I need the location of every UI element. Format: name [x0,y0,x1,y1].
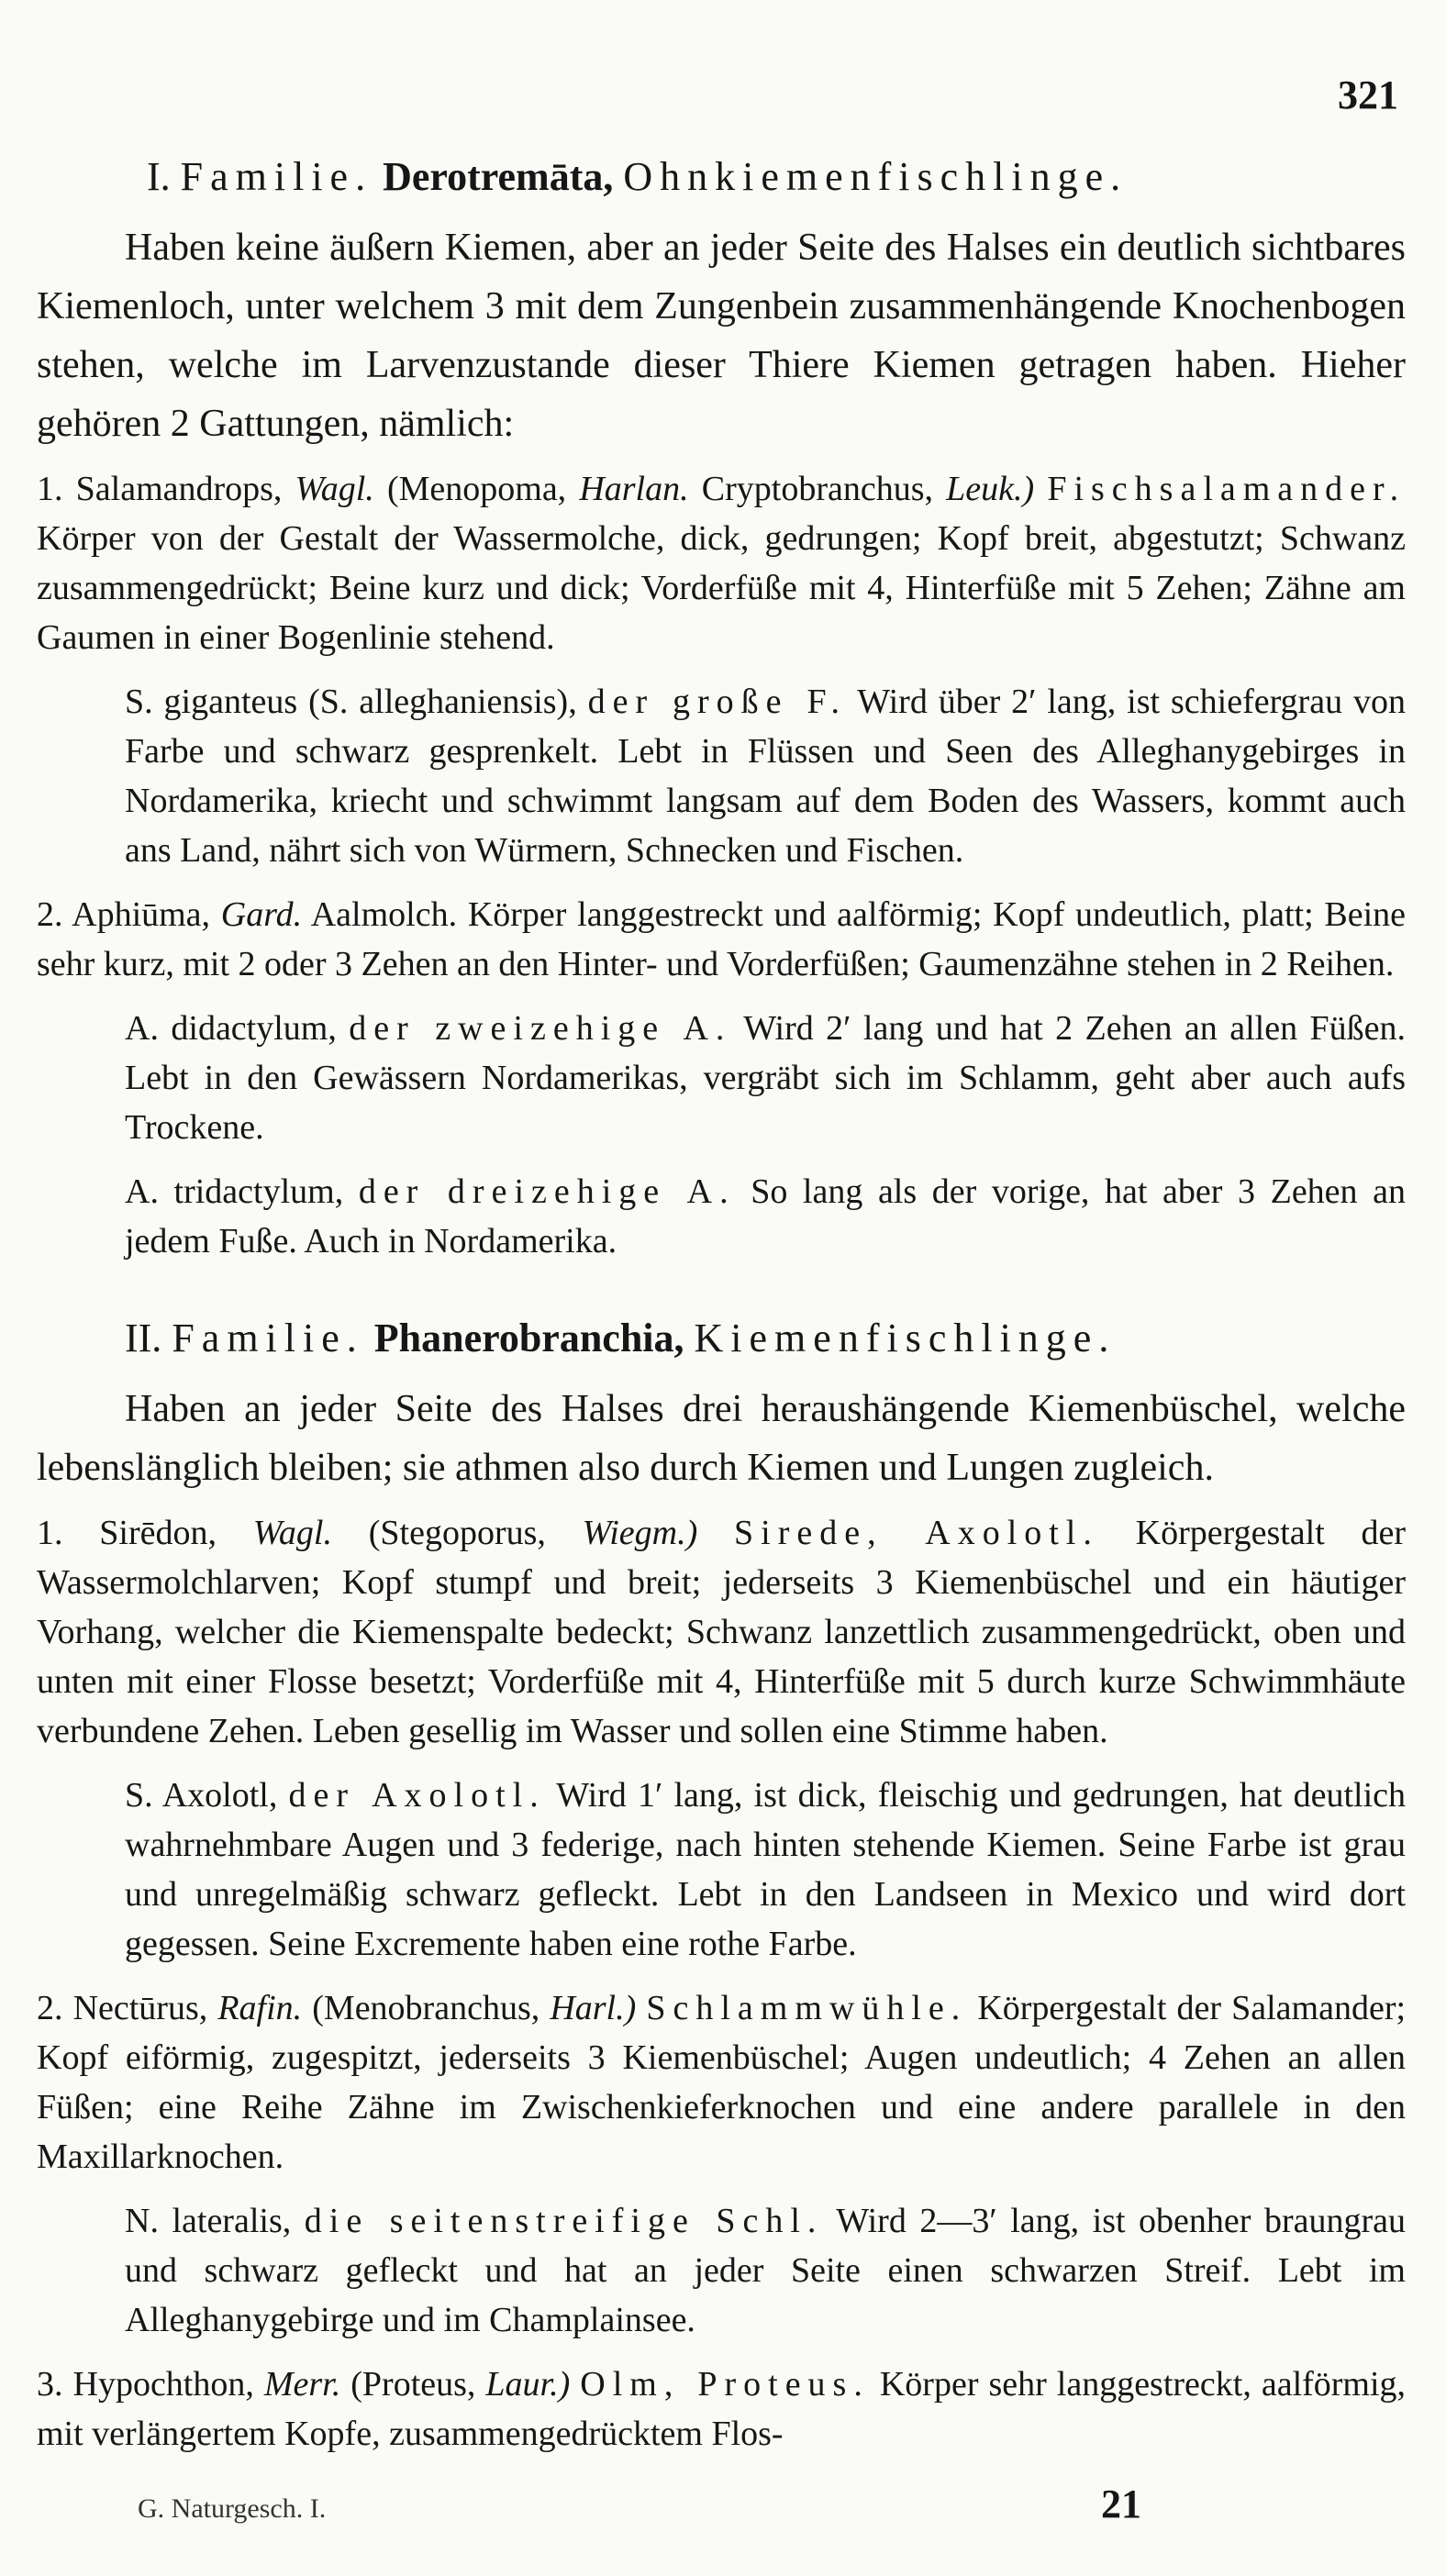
genus-number: 1. [37,1514,63,1552]
family-latin-name: Derotremāta, [383,154,614,199]
family-intro: Haben an jeder Seite des Halses drei heraushängende Kiemenbüschel, welche lebenslänglich bleiben; sie athmen also durch Kiemen und Lungen zugleich. [37,1388,1406,1489]
genus-synonym-author: Wiegm.) [582,1514,698,1552]
family-number: I. [147,154,171,199]
genus-entry [37,464,1406,662]
family-label: Familie. [180,154,373,199]
family-heading [37,147,1406,207]
species-name: A. didactylum, [125,1009,337,1048]
species-name: S. Axolotl, [125,1776,278,1815]
genus-description: Körpergestalt der Salamander; Kopf eiförmig, zugespitzt, jederseits 3 Kiemenbüschel; Augen undeutlich; 4 Zehen an allen Füßen; eine Reihe Zähne im Zwischenkieferknochen und eine andere parallele in den Maxillarknochen. [37,1989,1407,2176]
genus-synonym: (Menobranchus, [312,1989,540,2027]
genus-name: Salamandrops, [75,470,283,508]
species-description: Wird über 2′ lang, ist schiefergrau von Farbe und schwarz gesprenkelt. Lebt in Flüssen und Seen des Alleghanygebirges in Nordamerika, kriecht und schwimmt langsam auf dem Boden des Wassers, kommt auch ans Land, nährt sich von Würmern, Schnecken und Fischen. [125,683,1406,870]
genus-synonym: (Stegoporus, [368,1514,546,1552]
genus-author: Wagl. [252,1514,332,1552]
species-description: So lang als der vorige, hat aber 3 Zehen an jedem Fuße. Auch in Nordamerika. [125,1172,1407,1260]
genus-number: 2. [37,1989,63,2027]
genus-name: Sirēdon, [99,1514,217,1552]
family-latin-name: Phanerobranchia, [373,1316,684,1360]
genus-synonym-2: Cryptobranchus, [701,470,933,508]
species-description: Wird 2—3′ lang, ist obenher braungrau und schwarz gefleckt und hat an jeder Seite einen schwarzen Streif. Lebt im Alleghanygebirge und im Champlainsee. [125,2202,1407,2339]
species-entry [125,1167,1406,1266]
genus-synonym-author: Harl.) [550,1989,637,2027]
genus-entry [37,1983,1406,2182]
genus-description: Körper von der Gestalt der Wassermolche, dick, gedrungen; Kopf breit, abgestutzt; Schwanz zusammengedrückt; Beine kurz und dick; Vorderfüße mit 4, Hinterfüße mit 5 Zehen; Zähne am Gaumen in einer Bogenlinie stehend. [37,519,1406,657]
genus-author: Wagl. [295,470,374,508]
genus-description: Körpergestalt der Wassermolchlarven; Kopf stumpf und breit; jederseits 3 Kiemenbüschel und ein häutiger Vorhang, welcher die Kiemenspalte bedeckt; Schwanz lanzettlich zusammengedrückt, oben und unten mit einer Flosse besetzt; Vorderfüße mit 4, Hinterfüße mit 5 durch kurze Schwimmhäute verbundene Zehen. Leben gesellig im Wasser und sollen eine Stimme haben. [37,1514,1407,1750]
species-name: A. tridactylum, [125,1172,344,1211]
genus-entry [37,2359,1406,2459]
genus-number: 3. [37,2365,63,2404]
family-number: II. [125,1316,162,1360]
family-german-name: Ohnkiemenfischlinge. [623,154,1129,199]
genus-name: Nectūrus, [72,1989,208,2027]
genus-common-name: Olm, Proteus. [580,2365,870,2404]
page-footer [138,2482,1406,2526]
genus-name: Aphiūma, [72,895,211,934]
species-name: S. giganteus [125,683,298,721]
species-name: N. lateralis, [125,2202,292,2240]
genus-synonym-author: Laur.) [485,2365,571,2404]
genus-synonym: (Proteus, [350,2365,476,2404]
genus-description: Körper sehr langgestreckt, aalförmig, mit verlängertem Kopfe, zusammengedrücktem Flos- [37,2365,1407,2453]
genus-author: Merr. [263,2365,341,2404]
species-common-name: der dreizehige A. [358,1172,736,1211]
species-common-name: die seitenstreifige Schl. [304,2202,824,2240]
genus-name: Hypochthon, [72,2365,254,2404]
species-description: Wird 1′ lang, ist dick, fleischig und gedrungen, hat deutlich wahrnehmbare Augen und 3 federige, nach hinten stehende Kiemen. Seine Farbe ist grau und unregelmäßig schwarz gefleckt. Lebt in den Landseen in Mexico und wird dort gegessen. Seine Excremente haben eine rothe Farbe. [125,1776,1406,1963]
genus-common-name: Schlammwühle. [646,1989,968,2027]
genus-number: 2. [37,895,63,934]
species-common-name: der große F. [587,683,848,721]
genus-common-name: Sirede, Axolotl. [734,1514,1099,1552]
species-entry [125,2196,1406,2345]
family-german-name: Kiemenfischlinge. [694,1316,1117,1360]
genus-description: Körper langgestreckt und aalförmig; Kopf undeutlich, platt; Beine sehr kurz, mit 2 oder 3 Zehen an den Hinter- und Vorderfüßen; Gaumenzähne stehen in 2 Reihen. [37,895,1407,983]
genus-common-name: Aalmolch. [310,895,458,934]
genus-author: Rafin. [217,1989,303,2027]
family-intro: Haben keine äußern Kiemen, aber an jeder Seite des Halses ein deutlich sichtbares Kiemenloch, unter welchem 3 mit dem Zungenbein zusammenhängende Knochenbogen stehen, welche im Larvenzustande dieser Thiere Kiemen getragen haben. Hieher gehören 2 Gattungen, nämlich: [37,227,1406,445]
species-entry [125,1004,1406,1152]
genus-author: Gard. [220,895,303,934]
family-heading [37,1308,1406,1369]
page-content [37,147,1406,2473]
page-number: 321 [1338,72,1398,117]
species-description: Wird 2′ lang und hat 2 Zehen an allen Füßen. Lebt in den Gewässern Nordamerikas, vergräbt sich im Schlamm, geht aber auch aufs Trockene. [125,1009,1406,1147]
genus-entry [37,890,1406,989]
species-entry [125,1771,1406,1969]
genus-synonym-2-author: Leuk.) [946,470,1035,508]
genus-number: 1. [37,470,63,508]
sheet-number: 21 [1101,2482,1141,2526]
family-label: Familie. [172,1316,364,1360]
genus-synonym-author: Harlan. [579,470,689,508]
signature-mark: G. Naturgesch. I. [138,2493,327,2524]
species-common-name: der zweizehige A. [349,1009,732,1048]
genus-common-name: Fischsalamander. [1047,470,1407,508]
genus-synonym: (Menopoma, [386,470,567,508]
genus-entry [37,1508,1406,1756]
species-common-name: der Axolotl. [288,1776,546,1815]
species-synonym: (S. alleghaniensis), [308,683,577,721]
species-entry [125,677,1406,875]
